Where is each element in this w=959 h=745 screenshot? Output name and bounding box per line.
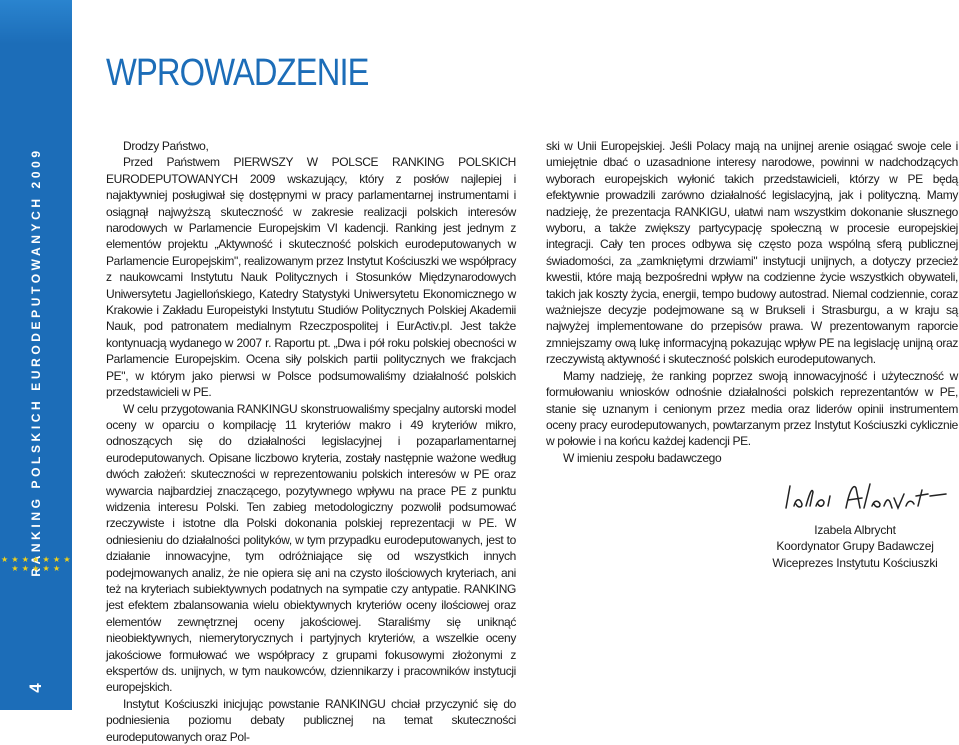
- paragraph-method: W celu przygotowania RANKINGU skonstruowaliśmy specjalny autorski model oceny w oparciu o kompilację 11 kryteriów makro i 49 kryteriów mikro, odnoszących się do działalności legislacyjnej i pozaparlamentarnej eurodeputowanych. Opisane liczbowo kryteria, zostały następnie ważone według dwóch założeń: skuteczności w reprezentowaniu polskich interesów w PE oraz wywarcia najbardziej znaczącego, pozytywnego wpływu na prace PE z punktu widzenia interesu Polski. Ten zabieg metodologiczny pozwolił podsumować rzeczywiste i istotne dla Polski dokonania polskiej reprezentacji w PE. W odniesieniu do działalności polityków, w tym przypadku eurodeputowanych, jest to działanie innowacyjne, tym odróżniające się od wszystkich innych podejmowanych analiz, że nie opiera się ani na czysto ilościowych kryteriach, ani też na kryteriach subiektywnych podatnych na sympatie czy antypatie. RANKING jest efektem zbalansowania wielu obiektywnych kryteriów oceny ilościowej oraz elementów zewnętrznej oceny jakościowej. Staraliśmy się uniknąć nieobiektywnych, niemerytorycznych i partyjnych kryteriów, a wszelkie oceny jakościowe formułować we współpracy z grupami fokusowymi złożonymi z ekspertów ds. unijnych, w tym naukowców, dziennikarzy i pracowników instytucji europejskich.: [106, 401, 516, 695]
- closing-line: W imieniu zespołu badawczego: [563, 450, 722, 465]
- left-column: [106, 138, 516, 745]
- handwritten-signature: [780, 478, 950, 518]
- paragraph-intro: Przed Państwem PIERWSZY W POLSCE RANKING POLSKICH EURODEPUTOWANYCH 2009 wskazujący, który z posłów najlepiej i najaktywniej posługiwał się dostępnymi w pracy parlamentarnej instrumentami i osiągnął najwyższą skuteczność w zakresie realizacji polskich interesów narodowych w Parlamencie Europejskim VI kadencji. Ranking jest jednym z elementów projektu „Aktywność i skuteczność polskich eurodeputowanych w Parlamencie Europejskim", realizowanym przez Instytut Kościuszki we współpracy z naukowcami Instytutu Nauk Politycznych i Stosunków Międzynarodowych Uniwersytetu Jagiellońskiego, Katedry Statystyki Uniwersytetu Ekonomicznego w Krakowie i Zakładu Europeistyki Instytutu Studiów Politycznych Polskiej Akademii Nauk, pod patronatem medialnym Rzeczpospolitej i EurActiv.pl. Jest także kontynuacją wydanego w 2007 r. Raportu pt. „Dwa i pół roku polskiej obecności w Parlamencie Europejskim. Ocena siły polskich partii politycznych we frakcjach PE", w którym jako pierwsi w Polsce podsumowaliśmy działalność polskich przedstawicieli w PE.: [106, 155, 516, 400]
- page-number: 4: [26, 683, 45, 693]
- signer-name: Izabela Albrycht: [814, 523, 896, 537]
- page-title: WPROWADZENIE: [106, 52, 369, 94]
- signer-role: Koordynator Grupy Badawczej: [776, 539, 934, 554]
- sidebar-title: RANKING POLSKICH EURODEPUTOWANYCH 2009: [29, 147, 43, 577]
- signer-block: [760, 522, 950, 571]
- right-column: [546, 138, 958, 466]
- signature-icon: [780, 478, 950, 518]
- sidebar-top-band: [0, 0, 72, 44]
- eu-stars-icon: ★ ★ ★ ★ ★ ★ ★ ★ ★ ★ ★ ★: [0, 555, 72, 573]
- signer-role: Wiceprezes Instytutu Kościuszki: [772, 555, 938, 570]
- paragraph-hope: Mamy nadzieję, że ranking poprzez swoją innowacyjność i użyteczność w formułowaniu wniosków odnośnie działalności polskich reprezentantów w PE, stanie się uznanym i cenionym przez media oraz liderów opinii instrumentem oceny pracy eurodeputowanych, powtarzanym przez Instytut Kościuszki cyklicznie w połowie i na końcu każdej kadencji PE.: [546, 368, 958, 449]
- paragraph-continuation: ski w Unii Europejskiej. Jeśli Polacy mają na unijnej arenie osiągać swoje cele i umiejętnie dbać o uzasadnione interesy narodowe, powinni w nadchodzących wyborach europejskich wyłonić takich przedstawicieli, którzy w PE będą efektywnie prowadzili zarówno działalność legislacyjną, jak i polityczną. Mamy nadzieję, że prezentacja RANKIGU, ułatwi nam wszystkim dokonanie słusznego wyboru, a także zwiększy partycypację społeczną w procesie europejskiej integracji. Cały ten proces odbywa się często poza wspólną sferą publicznej świadomości, za „zamkniętymi drzwiami" instytucji unijnych, a dotyczy przecież kwestii, które mają bezpośredni wpływ na codzienne życie wszystkich obywateli, takich jak koszty życia, energii, tempo budowy autostrad. Niemal codziennie, coraz ważniejsze decyzje podejmowane są w Brukseli i Strasburgu, a w kraju są najwyżej implementowane do przepisów prawa. W prezentowanym raporcie zmniejszamy ową lukę informacyjną pokazując wpływ PE na legislację unijną oraz rzeczywistą aktywność i skuteczność polskich eurodeputowanych.: [546, 139, 958, 367]
- sidebar: [0, 0, 72, 710]
- greeting: Drodzy Państwo,: [123, 139, 209, 153]
- paragraph-purpose: Instytut Kościuszki inicjując powstanie RANKINGU chciał przyczynić się do podniesienia poziomu debaty publicznej na temat skuteczności eurodeputowanych oraz Pol-: [106, 696, 516, 744]
